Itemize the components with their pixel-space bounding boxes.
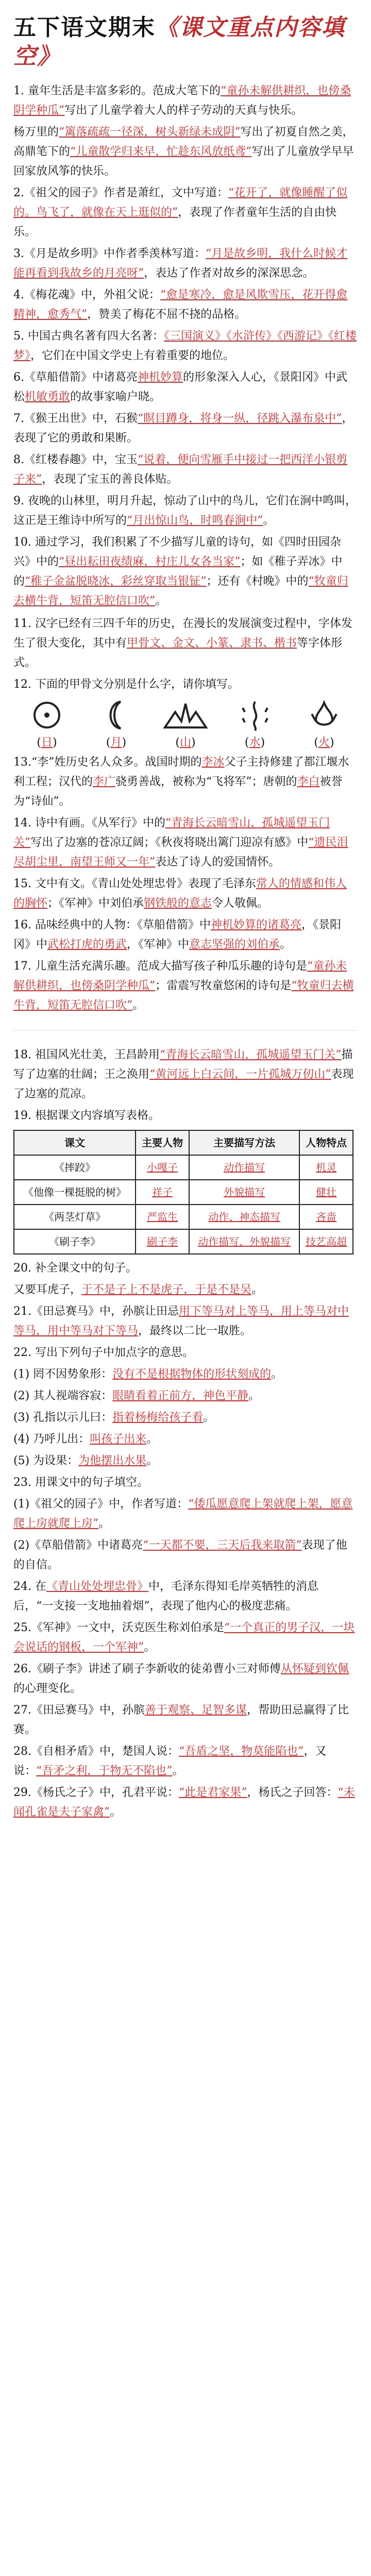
question-item bbox=[13, 183, 358, 242]
answer-text: “青海长云暗雪山，孤城遥望玉门关” bbox=[13, 817, 330, 849]
question-text: 。 bbox=[172, 1765, 184, 1777]
question-text: ；《军神》中刘伯承 bbox=[47, 897, 144, 910]
table-cell: 吝啬 bbox=[299, 1205, 353, 1229]
water-pictograph-icon bbox=[230, 699, 280, 732]
answer-text: 李冰 bbox=[201, 756, 225, 769]
pictograph-ri bbox=[19, 699, 75, 750]
pictograph-label: (山) bbox=[175, 736, 196, 749]
table-cell: 动作描写 bbox=[189, 1155, 299, 1180]
question-text: 2.《祖父的园子》作者是萧红，文中写道： bbox=[13, 187, 228, 199]
question-text: 3.《月是故乡明》中作者季羡林写道： bbox=[13, 247, 206, 260]
question-text: 5. 中国古典名著有四大名著： bbox=[13, 330, 164, 343]
answer-text: 钢铁般的意志 bbox=[144, 897, 212, 910]
question-text: (1)《祖父的园子》中，作者写道： bbox=[13, 1498, 189, 1511]
pictograph-label: (水) bbox=[244, 736, 265, 749]
question-item bbox=[13, 1302, 358, 1341]
question-text: 。 bbox=[98, 1517, 110, 1530]
question-item bbox=[13, 1106, 358, 1126]
pictograph-yue bbox=[88, 699, 145, 750]
question-text: 16. 品味经典中的人物：《草船借箭》中 bbox=[13, 919, 211, 931]
table-cell: 动作描写、外貌描写 bbox=[189, 1229, 299, 1254]
question-item bbox=[13, 1473, 358, 1493]
question-text: 等字体形式。 bbox=[13, 637, 343, 669]
question-item bbox=[13, 1430, 358, 1449]
question-item bbox=[13, 957, 358, 1015]
answer-text: “瞑目蹲身，将身一纵，径跳入瀑布泉中” bbox=[138, 412, 342, 425]
question-item bbox=[13, 1742, 358, 1781]
answer-text: “稚子金盆脱晓冰，彩丝穿取当银钲” bbox=[25, 575, 207, 588]
table-cell: 《刷子李》 bbox=[14, 1229, 136, 1254]
section-4 bbox=[13, 1045, 358, 1126]
section-1 bbox=[13, 81, 358, 611]
table-cell: 机灵 bbox=[299, 1155, 353, 1180]
table-cell: 《他像一棵挺脱的树》 bbox=[14, 1180, 136, 1205]
question-item bbox=[13, 409, 358, 448]
answer-text: 机敏勇敢 bbox=[25, 391, 71, 403]
answer-text: 李广 bbox=[93, 775, 116, 788]
question-text: 写出了儿童学着大人的样子劳动的天真与快乐。 bbox=[64, 104, 303, 117]
answer-text: “童孙未解供耕织，也傍桑阴学种瓜” bbox=[13, 84, 351, 117]
fire-pictograph-icon bbox=[299, 699, 349, 732]
question-text: 父子主持修建了都江堰水利工程；汉代的 bbox=[13, 756, 349, 788]
answer-text: 从怀疑到钦佩 bbox=[281, 1663, 349, 1675]
question-text: 29.《杨氏之子》中，孔君平说： bbox=[13, 1786, 179, 1799]
answer-text: “青海长云暗雪山，孤城遥望玉门关” bbox=[159, 1048, 342, 1061]
question-item bbox=[13, 533, 358, 611]
question-text: ，赞美了梅花不屈不挠的品格。 bbox=[87, 308, 246, 321]
answer-text: “倭瓜愿意爬上架就爬上架，愿意爬上房就爬上房” bbox=[13, 1498, 353, 1530]
mountain-pictograph-icon bbox=[161, 699, 210, 732]
question-text: 17. 儿童生活充满乐趣。范成大描写孩子种瓜乐趣的诗句是 bbox=[13, 960, 307, 973]
question-text: (2) 其人视端容寂： bbox=[13, 1389, 113, 1402]
question-item bbox=[13, 244, 358, 283]
question-item bbox=[13, 1386, 358, 1406]
table-cell: 《两茎灯草》 bbox=[14, 1205, 136, 1229]
pictograph-label: (日) bbox=[37, 736, 57, 749]
question-text: 令人敬佩。 bbox=[212, 897, 269, 910]
question-text: 20. 补全课文中的句子。 bbox=[13, 1262, 137, 1275]
question-item bbox=[13, 1783, 358, 1822]
question-text: 28.《自相矛盾》中，楚国人说： bbox=[13, 1745, 179, 1758]
page-title: 五下语文期末《课文重点内容填空》 bbox=[13, 14, 345, 70]
answer-text: 神机妙算的诸葛亮 bbox=[210, 919, 301, 931]
question-item bbox=[13, 1259, 358, 1278]
answer-text: “未闻孔雀是夫子家禽” bbox=[13, 1786, 355, 1819]
question-text: 。 bbox=[144, 1641, 156, 1654]
title-block bbox=[13, 9, 358, 78]
table-header-cell: 主要人物 bbox=[136, 1130, 189, 1155]
table-cell: 刷子李 bbox=[136, 1229, 189, 1254]
table-header-row bbox=[14, 1130, 353, 1155]
question-text: 。 bbox=[146, 1454, 158, 1467]
question-item bbox=[13, 1280, 358, 1300]
answer-text: 神机妙算 bbox=[138, 371, 183, 384]
question-text: 26.《刷子李》讲述了刷子李新收的徒弟曹小三对师傅 bbox=[13, 1663, 281, 1675]
answer-text: “吾矛之利，于物无不陷也” bbox=[36, 1765, 173, 1777]
pictograph-shan bbox=[157, 699, 214, 750]
question-text: 9. 夜晚的山林里，明月升起，惊动了山中的鸟儿，它们在涧中鸣叫，这正是王维诗中所写的 bbox=[13, 495, 357, 527]
answer-text: 武松打虎的勇武 bbox=[47, 938, 127, 951]
table-row bbox=[14, 1180, 353, 1205]
table-row bbox=[14, 1205, 353, 1229]
pictograph-huo bbox=[296, 699, 352, 750]
pictograph-row bbox=[19, 699, 352, 750]
answer-text: “月出惊山鸟，时鸣春涧中” bbox=[127, 514, 263, 527]
answer-text: 为他摆出水果 bbox=[78, 1454, 147, 1467]
question-text: 表现了边塞的荒凉。 bbox=[13, 1068, 354, 1100]
answer-text: “儿童散学归来早，忙趁东风放纸鸢” bbox=[70, 145, 252, 158]
question-text: ，帮助田忌赢得了比赛。 bbox=[13, 1704, 349, 1736]
question-item bbox=[13, 1618, 358, 1657]
question-item bbox=[13, 327, 358, 366]
table-header-cell: 课文 bbox=[14, 1130, 136, 1155]
answer-text: “昼出耘田夜绩麻，村庄儿女各当家” bbox=[59, 555, 241, 568]
answer-text: 甲骨文、金文、小篆、隶书、楷书 bbox=[127, 637, 297, 650]
question-item bbox=[13, 814, 358, 872]
question-text: ，最终以二比一取胜。 bbox=[138, 1325, 252, 1337]
question-text: 中，毛泽东得知毛岸英牺牲的消息后，“一支接一支地抽着烟”，表现了他内心的极度悲痛。 bbox=[13, 1580, 319, 1613]
question-text: 杨万里的 bbox=[13, 126, 59, 139]
answer-text: “此是君家果” bbox=[179, 1786, 247, 1799]
question-text: 12. 下面的甲骨文分别是什么字，请你填写。 bbox=[13, 678, 239, 691]
answer-text: “牧童归去横牛背，短笛无腔信口吹” bbox=[13, 979, 354, 1012]
question-text: (4) 乃呼儿出： bbox=[13, 1433, 90, 1446]
answer-text: “牧童归去横牛背，短笛无腔信口吹” bbox=[13, 575, 348, 607]
question-item bbox=[13, 1536, 358, 1575]
question-text: ；还有《村晚》中的 bbox=[206, 575, 309, 588]
table-cell: 动作、神态描写 bbox=[189, 1205, 299, 1229]
answer-text: 常人的情感和伟人的胸怀 bbox=[13, 877, 347, 910]
table-row bbox=[14, 1229, 353, 1254]
question-text: 11. 汉字已经有三四千年的历史，在漫长的发展演变过程中，字体发生了很大变化，其中有 bbox=[13, 617, 352, 650]
answer-text: 《青山处处埋忠骨》 bbox=[46, 1580, 148, 1593]
answer-text: “吾盾之坚，物莫能陷也” bbox=[179, 1745, 304, 1758]
question-text: 。 bbox=[203, 1411, 215, 1424]
answer-text: “花开了，就像睡醒了似的。鸟飞了，就像在天上逛似的” bbox=[13, 187, 348, 219]
question-text: 写出了儿童放学早早回家放风筝的快乐。 bbox=[13, 145, 354, 178]
question-text: (1) 罔不因势象形： bbox=[13, 1368, 113, 1381]
sun-pictograph-icon bbox=[22, 699, 72, 732]
answer-text: “月是故乡明，我什么时候才能再看到我故乡的月亮呀” bbox=[13, 247, 348, 280]
answer-text: 指着杨梅给孩子看 bbox=[112, 1411, 204, 1424]
question-item bbox=[13, 1577, 358, 1616]
table-cell: 祥子 bbox=[136, 1180, 189, 1205]
question-text: 骁勇善战，被称为“飞将军”；唐朝的 bbox=[115, 775, 297, 788]
question-text: 被誉为“诗仙”。 bbox=[13, 775, 343, 808]
pictograph-shui bbox=[227, 699, 283, 750]
question-text: 。 bbox=[280, 938, 292, 951]
question-item bbox=[13, 916, 358, 955]
question-text: 。 bbox=[146, 1433, 158, 1446]
question-text: ，表现了宝玉的善良体贴。 bbox=[42, 473, 178, 486]
answer-text: “一天都不要，三天后我来取箭” bbox=[143, 1539, 302, 1552]
table-header-cell: 主要描写方法 bbox=[189, 1130, 299, 1155]
answer-text: “一个真正的男子汉，一块会说话的钢板，一个军神” bbox=[13, 1621, 355, 1654]
table-cell: 小嘎子 bbox=[136, 1155, 189, 1180]
question-text: 27.《田忌赛马》中，孙膑 bbox=[13, 1704, 145, 1717]
question-item bbox=[13, 1659, 358, 1699]
question-item bbox=[13, 285, 358, 325]
answer-text: 《三国演义》《水浒传》《西游记》《红楼梦》 bbox=[13, 330, 357, 362]
question-text: 写出了初夏自然之美，高鼎笔下的 bbox=[13, 126, 354, 158]
question-text: 。 bbox=[155, 595, 167, 607]
question-item bbox=[13, 614, 358, 673]
pictograph-label: (火) bbox=[314, 736, 334, 749]
question-item bbox=[13, 492, 358, 531]
question-text: 8.《红楼春趣》中，宝玉 bbox=[13, 453, 138, 466]
table-cell: 《摔跤》 bbox=[14, 1155, 136, 1180]
answer-text: 意志坚强的刘伯承 bbox=[189, 938, 280, 951]
question-text: ，表现了它的勇敢和果断。 bbox=[13, 412, 353, 445]
question-text: 6.《草船借箭》中诸葛亮 bbox=[13, 371, 138, 384]
question-text: 的形象深入人心，《景阳冈》中武松 bbox=[13, 371, 348, 403]
question-text: ，又说： bbox=[13, 1745, 327, 1777]
question-text: ，表现了作者童年生活的自由快乐。 bbox=[13, 206, 337, 239]
question-item bbox=[13, 874, 358, 913]
section-5 bbox=[13, 1259, 358, 1822]
question-text: 1. 童年生活是丰富多彩的。范成大笔下的 bbox=[13, 84, 221, 97]
table-cell: 健壮 bbox=[299, 1180, 353, 1205]
answer-text: 于不是子上不是虎子，于是不是吴 bbox=[81, 1283, 252, 1296]
answer-text: 善于观察、足智多谋 bbox=[145, 1704, 247, 1717]
question-item bbox=[13, 81, 358, 121]
question-text: 15. 文中有文。《青山处处埋忠骨》表现了毛泽东 bbox=[13, 877, 256, 890]
question-text: ，杨氏之子回答： bbox=[247, 1786, 338, 1799]
question-text: 10. 通过学习，我们积累了不少描写儿童的诗句，如《四时田园杂兴》中的 bbox=[13, 536, 341, 568]
question-text: ，它们在中国文学史上有着重要的地位。 bbox=[30, 349, 235, 362]
table-cell: 技艺高超 bbox=[299, 1229, 353, 1254]
question-text: 19. 根据课文内容填写表格。 bbox=[13, 1109, 160, 1122]
answer-text: “说着，便向雪雁手中接过一把西洋小银剪子来” bbox=[13, 453, 348, 486]
question-text: (3) 孔指以示儿曰： bbox=[13, 1411, 113, 1424]
question-text: 表现了他的自信。 bbox=[13, 1539, 347, 1571]
question-text: 写出了边塞的苍凉辽阔；《秋夜将晓出篱门迎凉有感》中 bbox=[30, 836, 309, 849]
answer-text: 用下等马对上等马，用上等马对中等马，用中等马对下等马 bbox=[13, 1305, 349, 1337]
answer-text: 李白 bbox=[297, 775, 320, 788]
question-item bbox=[13, 753, 358, 811]
answer-text: “黄河远上白云间，一片孤城万仞山” bbox=[149, 1068, 331, 1081]
question-text: 7.《猴王出世》中，石猴 bbox=[13, 412, 138, 425]
question-text: (5) 为设果： bbox=[13, 1454, 79, 1467]
question-text: 23. 用课文中的句子填空。 bbox=[13, 1476, 148, 1489]
section-2 bbox=[13, 614, 358, 694]
question-text: ；雷震写牧童悠闲的诗句是 bbox=[155, 979, 292, 992]
character-table bbox=[13, 1130, 353, 1255]
question-text: 25.《军神》一文中，沃克医生称刘伯承是 bbox=[13, 1621, 224, 1634]
question-item bbox=[13, 1701, 358, 1740]
question-item bbox=[13, 450, 358, 489]
answer-text: “篱落疏疏一径深，树头新绿未成阴” bbox=[59, 126, 241, 139]
question-text: 。 bbox=[132, 999, 144, 1012]
question-text: ；如《稚子弄冰》中的 bbox=[13, 555, 343, 588]
table-row bbox=[14, 1155, 353, 1180]
section-3 bbox=[13, 753, 358, 1015]
question-text: 14. 诗中有画。《从军行》中的 bbox=[13, 817, 165, 829]
question-text: ，《景阳冈》中 bbox=[13, 919, 342, 951]
pictograph-label: (月) bbox=[106, 736, 127, 749]
divider bbox=[13, 1030, 358, 1031]
answer-text: “童孙未解供耕织，也傍桑阴学种瓜” bbox=[13, 960, 347, 992]
question-text: 18. 祖国风光壮美，王昌龄用 bbox=[13, 1048, 160, 1061]
question-text: 13.“李”姓历史名人众多。战国时期的 bbox=[13, 756, 202, 769]
question-item bbox=[13, 1343, 358, 1363]
question-text: ，表达了作者对故乡的深深思念。 bbox=[144, 267, 314, 280]
question-text: 。 bbox=[263, 514, 275, 527]
table-cell: 严监生 bbox=[136, 1205, 189, 1229]
question-text: 4.《梅花魂》中，外祖父说： bbox=[13, 289, 160, 301]
question-item bbox=[13, 1495, 358, 1534]
question-text: 的故事家喻户晓。 bbox=[70, 391, 161, 403]
question-text: 。 bbox=[248, 1389, 260, 1402]
question-item bbox=[13, 675, 358, 694]
question-item bbox=[13, 1408, 358, 1428]
table-header-cell: 人物特点 bbox=[299, 1130, 353, 1155]
question-item bbox=[13, 1365, 358, 1384]
question-text: 描写了边塞的壮阔；王之涣用 bbox=[13, 1048, 353, 1081]
answer-text: “遗民泪尽胡尘里，南望王师又一年” bbox=[13, 836, 348, 869]
answer-text: “愈是寒冷，愈是风欺雪压，花开得愈精神，愈秀气” bbox=[13, 289, 348, 321]
question-text: 又要耳虎子， bbox=[13, 1283, 82, 1296]
table-cell: 外貌描写 bbox=[189, 1180, 299, 1205]
moon-pictograph-icon bbox=[92, 699, 141, 732]
question-text: ，《军神》中 bbox=[127, 938, 190, 951]
question-text: 的心理变化。 bbox=[13, 1682, 82, 1695]
answer-text: 叫孩子出来 bbox=[90, 1433, 147, 1446]
question-text: 24. 在 bbox=[13, 1580, 46, 1593]
question-text: 。 bbox=[271, 1368, 283, 1381]
question-item bbox=[13, 1451, 358, 1471]
question-text: (2)《草船借箭》中诸葛亮 bbox=[13, 1539, 143, 1552]
question-text: 表达了诗人的爱国情怀。 bbox=[155, 856, 280, 869]
question-text: 。 bbox=[251, 1283, 263, 1296]
question-text: 21.《田忌赛马》中，孙膑让田忌 bbox=[13, 1305, 179, 1318]
answer-text: 眼睛看着正前方，神色平静 bbox=[112, 1389, 249, 1402]
question-item bbox=[13, 368, 358, 407]
question-text: 。 bbox=[110, 1806, 122, 1819]
question-item bbox=[13, 123, 358, 181]
question-text: 22. 写出下列句子中加点字的意思。 bbox=[13, 1346, 194, 1359]
question-item bbox=[13, 1045, 358, 1104]
answer-text: 没有不是根据物体的形状刻成的 bbox=[112, 1368, 272, 1381]
